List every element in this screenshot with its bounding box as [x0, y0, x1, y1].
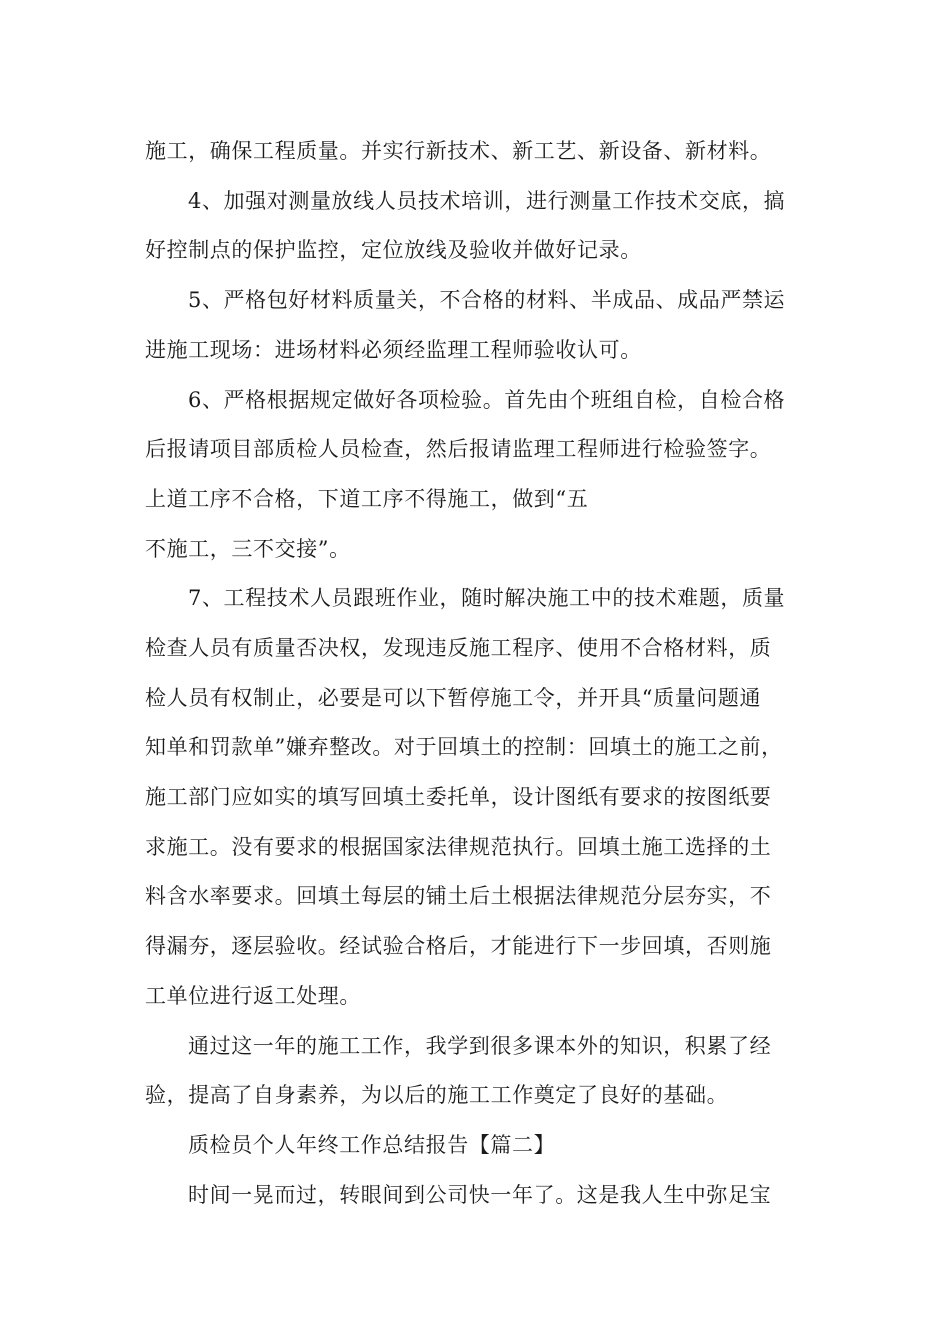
text-line: 5、严格包好材料质量关，不合格的材料、半成品、成品严禁运 — [188, 288, 786, 312]
text-line: 后报请项目部质检人员检查，然后报请监理工程师进行检验签字。 — [145, 437, 772, 461]
text-line: 好控制点的保护监控，定位放线及验收并做好记录。 — [145, 238, 642, 262]
text-line: 施工，确保工程质量。并实行新技术、新工艺、新设备、新材料。 — [145, 139, 772, 163]
text-line: 料含水率要求。回填土每层的铺土后土根据法律规范分层夯实，不 — [145, 884, 772, 908]
text-line: 通过这一年的施工工作，我学到很多课本外的知识，积累了经 — [188, 1034, 772, 1058]
text-line: 不施工，三不交接”。 — [145, 537, 351, 561]
text-line: 进施工现场：进场材料必须经监理工程师验收认可。 — [145, 338, 642, 362]
text-line: 求施工。没有要求的根据国家法律规范执行。回填土施工选择的土 — [145, 835, 772, 859]
text-line: 得漏夯，逐层验收。经试验合格后，才能进行下一步回填，否则施 — [145, 934, 772, 958]
text-line: 4、加强对测量放线人员技术培训，进行测量工作技术交底，搞 — [188, 189, 786, 213]
text-line: 6、严格根据规定做好各项检验。首先由个班组自检，自检合格 — [188, 388, 786, 412]
text-line: 知单和罚款单”嫌弃整改。对于回填土的控制：回填土的施工之前， — [145, 735, 783, 759]
section-heading: 质检员个人年终工作总结报告【篇二】 — [188, 1133, 556, 1157]
text-line: 检查人员有质量否决权，发现违反施工程序、使用不合格材料，质 — [145, 636, 772, 660]
text-line: 施工部门应如实的填写回填土委托单，设计图纸有要求的按图纸要 — [145, 785, 772, 809]
text-line: 工单位进行返工处理。 — [145, 984, 361, 1008]
text-line: 上道工序不合格，下道工序不得施工，做到“五 — [145, 487, 589, 511]
text-line: 时间一晃而过，转眼间到公司快一年了。这是我人生中弥足宝 — [188, 1183, 772, 1207]
text-line: 7、工程技术人员跟班作业，随时解决施工中的技术难题，质量 — [188, 586, 786, 610]
text-line: 验，提高了自身素养，为以后的施工工作奠定了良好的基础。 — [145, 1083, 729, 1107]
text-line: 检人员有权制止，必要是可以下暂停施工令，并开具“质量问题通 — [145, 686, 762, 710]
